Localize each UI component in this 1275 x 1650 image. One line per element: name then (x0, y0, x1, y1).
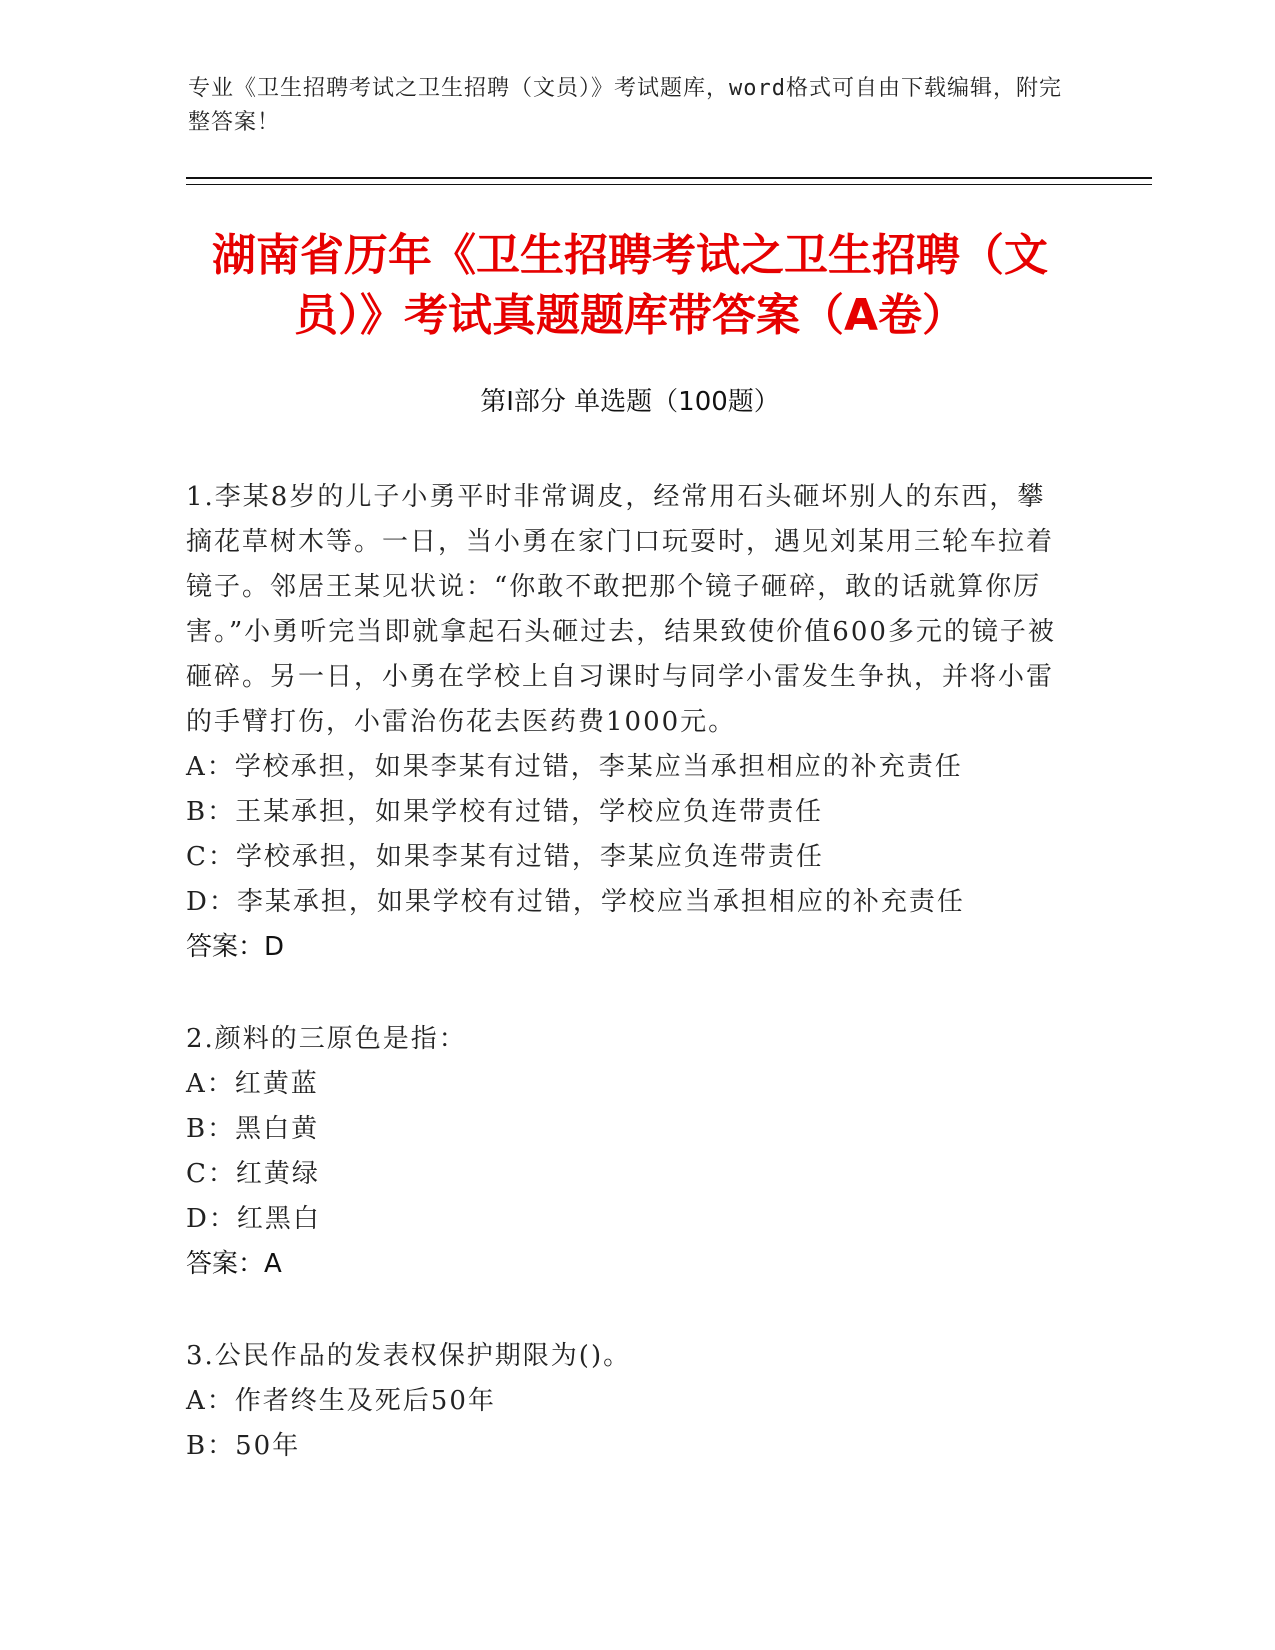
question-2 (186, 1017, 1066, 1287)
option-b: B：黑白黄 (186, 1114, 320, 1144)
option-c: C：学校承担，如果李某有过错，李某应负连带责任 (186, 842, 824, 872)
answer-line: 答案：A (186, 1249, 282, 1279)
option-d: D：红黑白 (186, 1204, 321, 1234)
question-stem: 3.公民作品的发表权保护期限为()。 (186, 1341, 632, 1371)
answer-line: 答案：D (186, 932, 285, 962)
header-note: 专业《卫生招聘考试之卫生招聘（文员）》考试题库，word格式可自由下载编辑，附完整答案！ (188, 76, 1062, 135)
header-divider-thick (186, 177, 1152, 179)
question-list (186, 475, 1066, 1516)
option-b: B：50年 (186, 1431, 301, 1461)
document-title: 湖南省历年《卫生招聘考试之卫生招聘（文员）》考试真题题库带答案（A卷） (212, 230, 1048, 341)
option-d: D：李某承担，如果学校有过错，学校应当承担相应的补充责任 (186, 887, 965, 917)
option-a: A：作者终生及死后50年 (186, 1386, 496, 1416)
option-a: A：学校承担，如果李某有过错，李某应当承担相应的补充责任 (186, 752, 963, 782)
question-3 (186, 1334, 1066, 1469)
question-stem: 1.李某8岁的儿子小勇平时非常调皮，经常用石头砸坏别人的东西，攀摘花草树木等。一日，当小勇在家门口玩耍时，遇见刘某用三轮车拉着镜子。邻居王某见状说：“你敢不敢把那个镜子砸碎，敢的话就算你厉害。”小勇听完当即就拿起石头砸过去，结果致使价值600多元的镜子被砸碎。另一日，小勇在学校上自习课时与同学小雷发生争执，并将小雷的手臂打伤，小雷治伤花去医药费1000元。 (186, 482, 1056, 737)
option-c: C：红黄绿 (186, 1159, 320, 1189)
question-1 (186, 475, 1066, 970)
option-b: B：王某承担，如果学校有过错，学校应负连带责任 (186, 797, 824, 827)
question-stem: 2.颜料的三原色是指： (186, 1024, 467, 1054)
header-divider-thin (186, 184, 1152, 185)
section-title: 第I部分 单选题（100题） (480, 387, 780, 417)
option-a: A：红黄蓝 (186, 1069, 319, 1099)
